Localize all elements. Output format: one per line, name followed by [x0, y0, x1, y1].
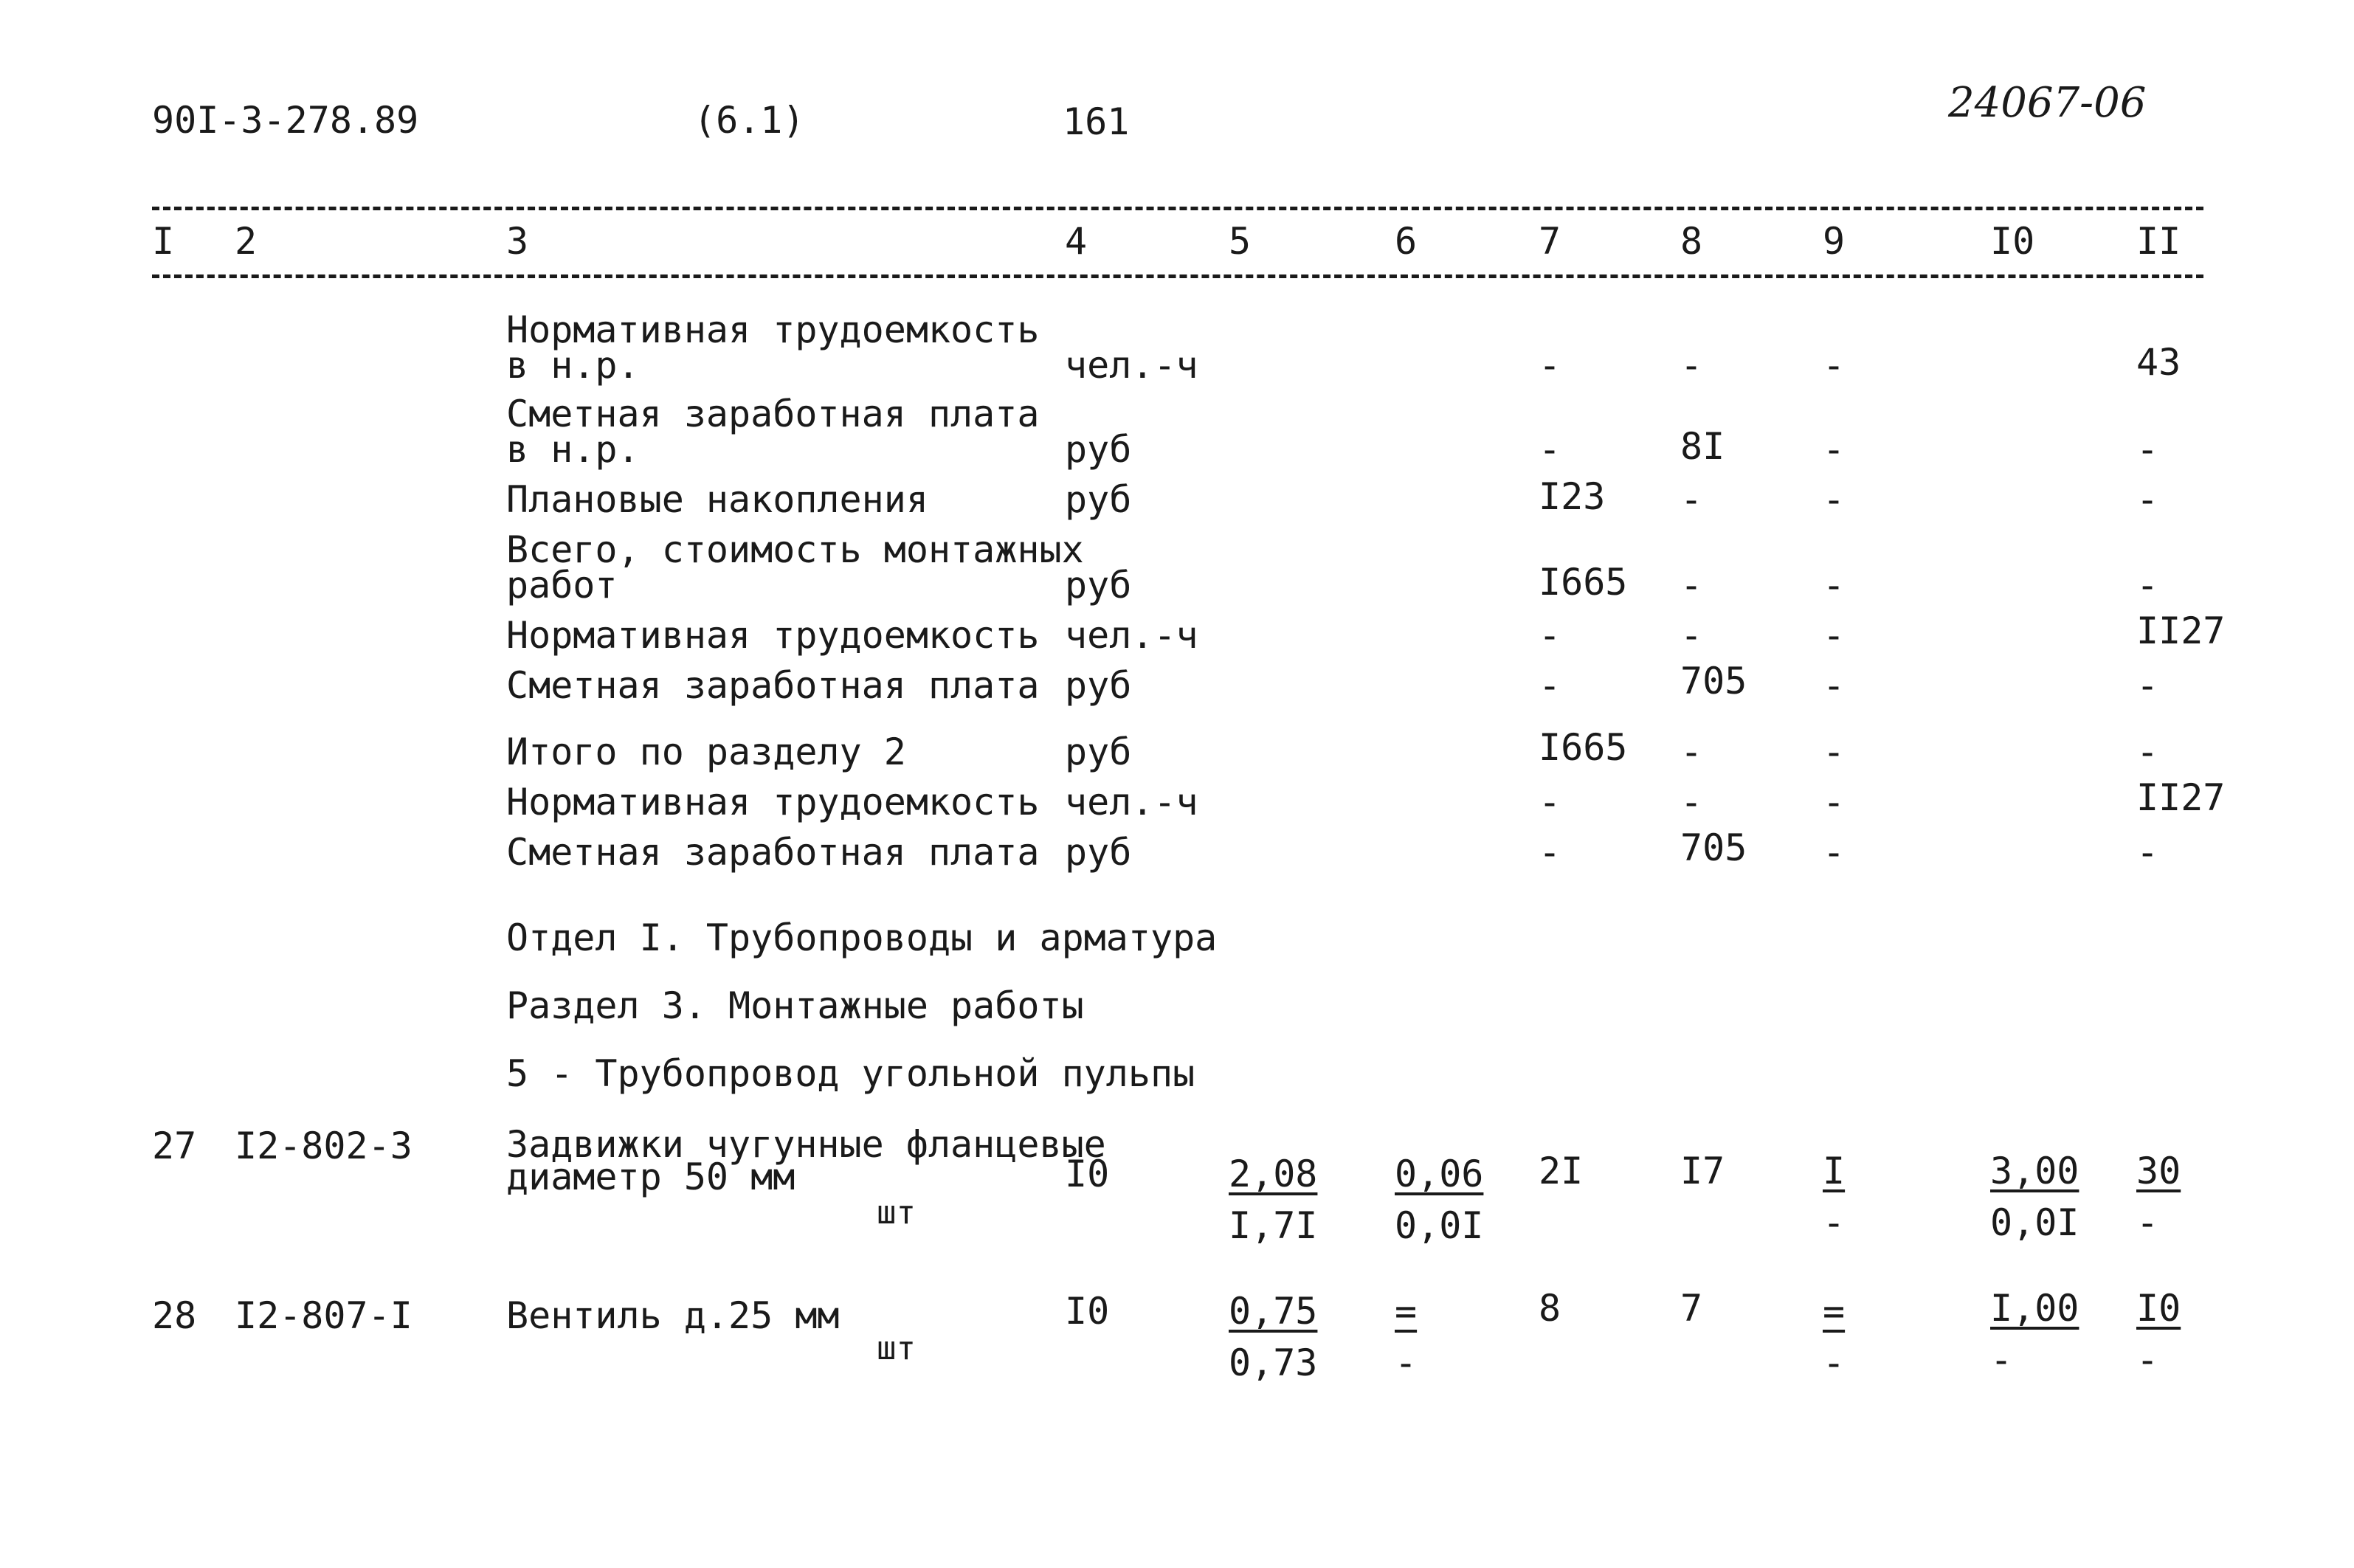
cell-col11: II27	[2136, 776, 2226, 819]
column-number: 5	[1229, 220, 1252, 263]
column-number: 7	[1539, 220, 1561, 263]
cell-col7: -	[1539, 664, 1561, 707]
cell-col11: 43	[2136, 341, 2181, 384]
cell-col11: -	[2136, 478, 2159, 521]
cell-col8: -	[1680, 781, 1703, 823]
cell-col9: -	[1823, 731, 1846, 773]
cell-col7: -	[1539, 614, 1561, 657]
unit: руб	[1065, 564, 1132, 607]
row-label: Сметная заработная плата	[506, 393, 1040, 435]
cell-col9: -	[1823, 344, 1846, 387]
cell-col9: -	[1823, 564, 1846, 607]
unit: руб	[1065, 664, 1132, 707]
cell-col5-top: 2,08	[1229, 1153, 1318, 1195]
cell-col9: -	[1823, 478, 1846, 521]
cell-col11-bottom: -	[2136, 1339, 2159, 1381]
cell-col6-bottom: 0,0I	[1395, 1204, 1484, 1247]
item-number: 27	[152, 1125, 197, 1167]
cell-col8: -	[1680, 564, 1703, 607]
cell-col7: -	[1539, 781, 1561, 823]
cell-col7: I665	[1539, 726, 1628, 769]
item-number: 28	[152, 1294, 197, 1337]
item-name: Задвижки чугунные фланцевые	[506, 1123, 1106, 1166]
cell-col6-bottom: -	[1395, 1341, 1418, 1384]
row-label: в н.р.	[506, 428, 640, 471]
cell-col5-top: 0,75	[1229, 1290, 1318, 1333]
handwritten-inventory-number: 24067-06	[1948, 79, 2147, 127]
row-label: Итого по разделу 2	[506, 731, 906, 773]
unit: руб	[1065, 478, 1132, 521]
column-number: I0	[1990, 220, 2035, 263]
cell-col8: -	[1680, 731, 1703, 773]
item-unit: шт	[877, 1194, 916, 1232]
cell-col11: -	[2136, 831, 2159, 874]
cell-col11-top: I0	[2136, 1287, 2181, 1330]
column-number: 4	[1065, 220, 1088, 263]
subsection-heading: 5 - Трубопровод угольной пульпы	[506, 1052, 1195, 1095]
column-number: 9	[1823, 220, 1846, 263]
quantity: I0	[1065, 1153, 1110, 1195]
cell-col7: -	[1539, 831, 1561, 874]
cell-col8: 705	[1680, 826, 1747, 869]
unit: руб	[1065, 831, 1132, 874]
price-code: I2-802-3	[235, 1125, 413, 1167]
row-label: работ	[506, 564, 618, 607]
cell-col9-bottom: -	[1823, 1341, 1846, 1384]
cell-col7: -	[1539, 428, 1561, 471]
cell-col11: II27	[2136, 609, 2226, 652]
cell-col6-top: 0,06	[1395, 1153, 1484, 1195]
page-number: 161	[1063, 100, 1130, 143]
cell-col9-top: =	[1823, 1290, 1846, 1333]
cell-col9: -	[1823, 614, 1846, 657]
cell-col11: -	[2136, 428, 2159, 471]
column-number: I	[152, 220, 175, 263]
price-code: I2-807-I	[235, 1294, 413, 1337]
department-heading: Отдел I. Трубопроводы и арматура	[506, 916, 1218, 959]
unit: чел.-ч	[1065, 781, 1198, 823]
cell-col8: -	[1680, 344, 1703, 387]
section-heading: Раздел 3. Монтажные работы	[506, 984, 1084, 1027]
cell-col10-bottom: -	[1990, 1339, 2013, 1381]
cell-col11-bottom: -	[2136, 1201, 2159, 1244]
row-label: Плановые накопления	[506, 478, 928, 521]
cell-col7: I23	[1539, 475, 1606, 518]
cell-col5-bottom: I,7I	[1229, 1204, 1318, 1247]
unit: чел.-ч	[1065, 614, 1198, 657]
cell-col5-bottom: 0,73	[1229, 1341, 1318, 1384]
cell-col9: -	[1823, 428, 1846, 471]
cell-col10-top: 3,00	[1990, 1150, 2079, 1192]
row-label: Нормативная трудоемкость	[506, 781, 1040, 823]
row-label: Сметная заработная плата	[506, 831, 1040, 874]
row-label: Сметная заработная плата	[506, 664, 1040, 707]
cell-col11: -	[2136, 664, 2159, 707]
cell-col10-top: I,00	[1990, 1287, 2079, 1330]
album-number: (6.1)	[694, 99, 805, 142]
item-name: диаметр 50 мм	[506, 1156, 795, 1198]
unit: руб	[1065, 731, 1132, 773]
cell-col11-top: 30	[2136, 1150, 2181, 1192]
cell-col8: 8I	[1680, 425, 1725, 468]
document-code: 90I-3-278.89	[152, 99, 419, 142]
table-header-bottom-rule	[152, 274, 2203, 278]
row-label: Нормативная трудоемкость	[506, 614, 1040, 657]
item-unit: шт	[877, 1330, 916, 1367]
column-number: 3	[506, 220, 529, 263]
unit: чел.-ч	[1065, 344, 1198, 387]
cell-col7: I665	[1539, 561, 1628, 604]
cell-col7: 8	[1539, 1287, 1561, 1330]
cell-col11: -	[2136, 564, 2159, 607]
cell-col8: I7	[1680, 1150, 1725, 1192]
row-label: Нормативная трудоемкость	[506, 308, 1040, 351]
column-number: 6	[1395, 220, 1418, 263]
row-label: в н.р.	[506, 344, 640, 387]
cell-col6-top: =	[1395, 1290, 1418, 1333]
unit: руб	[1065, 428, 1132, 471]
cell-col9: -	[1823, 781, 1846, 823]
cell-col9: -	[1823, 664, 1846, 707]
cell-col9: -	[1823, 831, 1846, 874]
cell-col8: 7	[1680, 1287, 1703, 1330]
column-number: II	[2136, 220, 2181, 263]
cell-col11: -	[2136, 731, 2159, 773]
cell-col9-bottom: -	[1823, 1201, 1846, 1244]
cell-col7: 2I	[1539, 1150, 1584, 1192]
cell-col10-bottom: 0,0I	[1990, 1201, 2079, 1244]
cell-col8: -	[1680, 478, 1703, 521]
row-label: Всего, стоимость монтажных	[506, 528, 1084, 571]
column-number: 8	[1680, 220, 1703, 263]
cell-col8: -	[1680, 614, 1703, 657]
cell-col8: 705	[1680, 660, 1747, 702]
quantity: I0	[1065, 1290, 1110, 1333]
cell-col9-top: I	[1823, 1150, 1846, 1192]
item-name: Вентиль д.25 мм	[506, 1294, 840, 1337]
table-header-top-rule	[152, 207, 2203, 210]
column-number: 2	[235, 220, 258, 263]
cell-col7: -	[1539, 344, 1561, 387]
